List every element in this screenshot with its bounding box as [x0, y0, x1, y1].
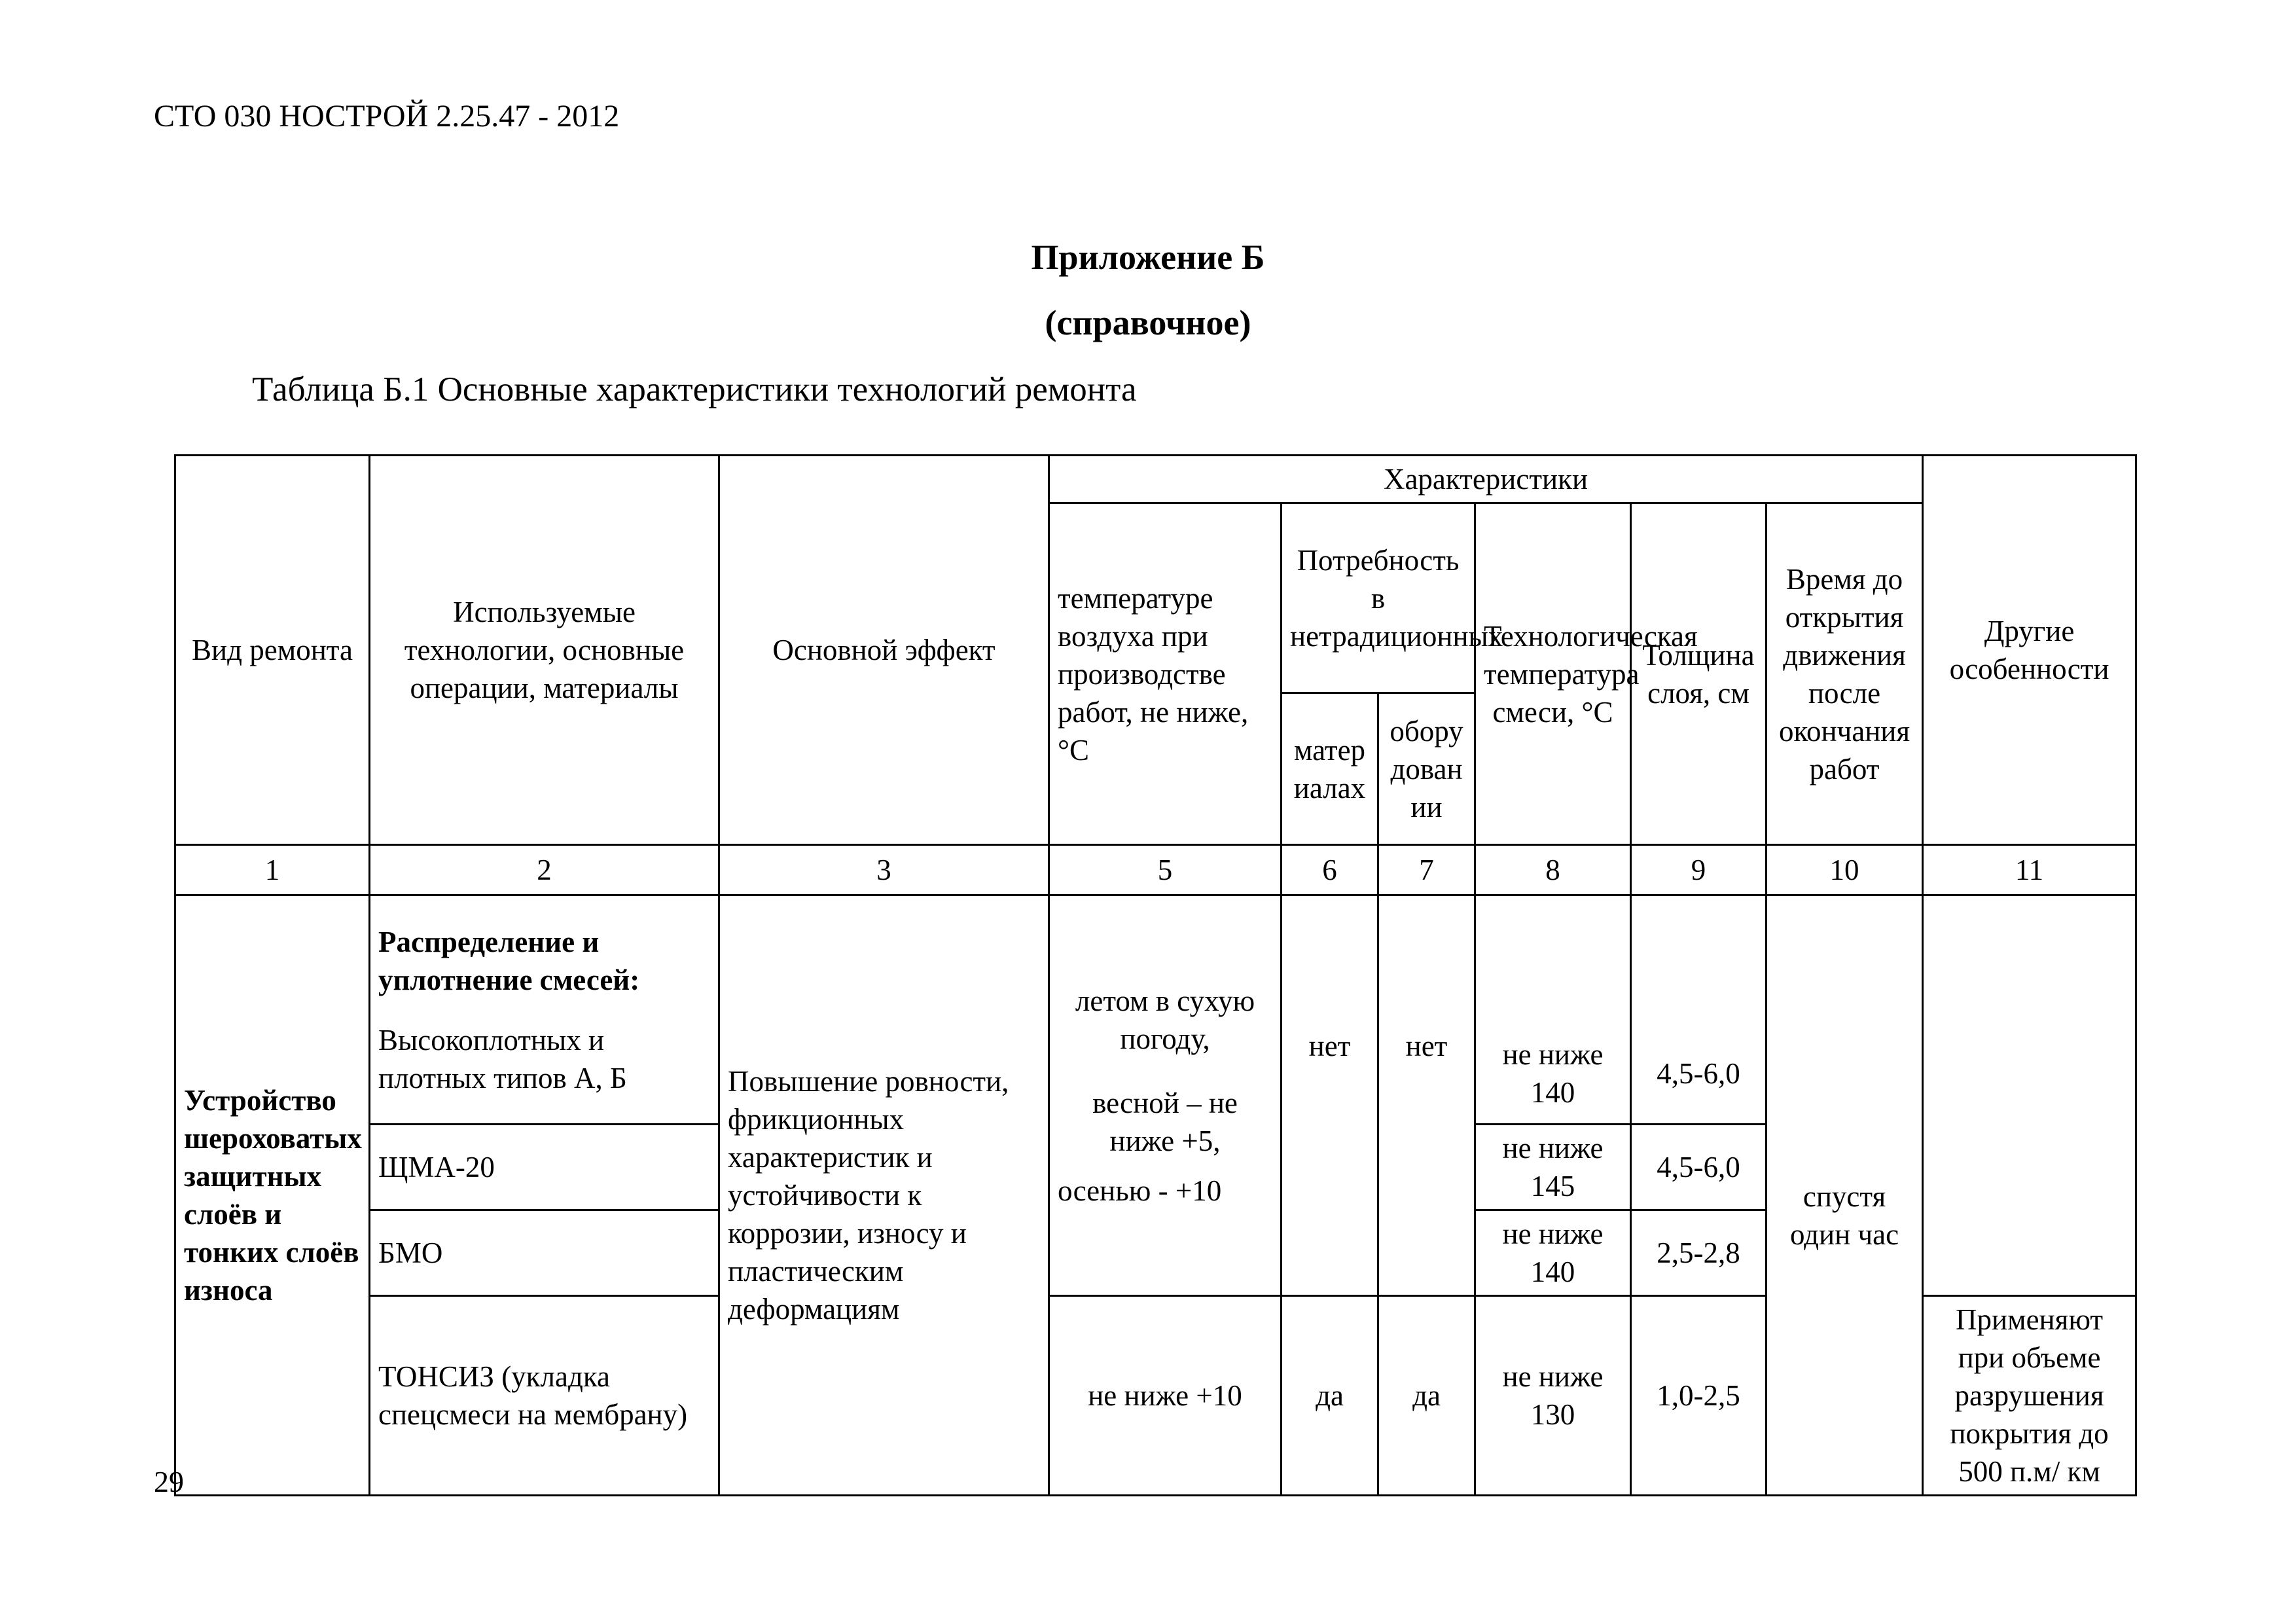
thickness-cell: 2,5-2,8 — [1631, 1210, 1767, 1296]
group-title: Распределение и уплотнение смесей: — [378, 925, 640, 996]
other-cell: Применяют при объеме разрушения покрытия до 500 п.м/ км — [1923, 1296, 2136, 1496]
air-temp-cell: не ниже +10 — [1049, 1296, 1282, 1496]
table-row — [175, 895, 2136, 1125]
appendix-subtitle: (справочное) — [1045, 303, 1251, 342]
column-number-row — [175, 845, 2136, 895]
thickness-cell: 4,5-6,0 — [1631, 895, 1767, 1125]
column-number: 6 — [1282, 845, 1378, 895]
repair-technologies-table — [174, 454, 2137, 1496]
header-materials: материалах — [1282, 693, 1378, 845]
header-other: Другие особенности — [1923, 456, 2136, 845]
air-temp-cell — [1049, 895, 1282, 1296]
temp-autumn: осенью - +10 — [1058, 1174, 1222, 1207]
technology-name: БМО — [370, 1210, 719, 1296]
page-number: 29 — [154, 1465, 184, 1498]
technology-cell — [370, 895, 719, 1125]
repair-type-cell: Устройство шероховатых защитных слоёв и тонких слоёв износа — [175, 895, 370, 1496]
column-number: 5 — [1049, 845, 1282, 895]
technology-name: ЩМА-20 — [370, 1125, 719, 1210]
header-thickness: Толщина слоя, см — [1631, 503, 1767, 845]
column-number: 9 — [1631, 845, 1767, 895]
header-nontraditional: Потребность в нетрадиционных — [1282, 503, 1475, 693]
thickness-cell: 4,5-6,0 — [1631, 1125, 1767, 1210]
materials-cell: нет — [1282, 895, 1378, 1296]
header-effect: Основной эффект — [719, 456, 1049, 845]
column-number: 8 — [1475, 845, 1631, 895]
column-number: 7 — [1378, 845, 1475, 895]
header-repair-type: Вид ремонта — [175, 456, 370, 845]
appendix-title: Приложение Б — [1031, 238, 1265, 277]
equipment-cell: нет — [1378, 895, 1475, 1296]
header-air-temp: температуре воздуха при производстве работ, не ниже, °С — [1049, 503, 1282, 845]
column-number: 2 — [370, 845, 719, 895]
header-mix-temp: Технологическая температура смеси, °С — [1475, 503, 1631, 845]
temp-summer: летом в сухую погоду, — [1075, 984, 1255, 1055]
equipment-cell: да — [1378, 1296, 1475, 1496]
thickness-cell: 1,0-2,5 — [1631, 1296, 1767, 1496]
other-cell-empty — [1923, 895, 2136, 1296]
mix-temp-cell: не ниже 130 — [1475, 1296, 1631, 1496]
column-number: 10 — [1767, 845, 1923, 895]
technology-name: Высокоплотных и плотных типов А, Б — [378, 1023, 627, 1094]
mix-temp-cell: не ниже 140 — [1475, 1210, 1631, 1296]
header-characteristics: Характеристики — [1049, 456, 1923, 503]
materials-cell: да — [1282, 1296, 1378, 1496]
column-number: 11 — [1923, 845, 2136, 895]
column-number: 1 — [175, 845, 370, 895]
mix-temp-cell: не ниже 145 — [1475, 1125, 1631, 1210]
header-technologies: Используемые технологии, основные операции, материалы — [370, 456, 719, 845]
mix-temp-cell: не ниже 140 — [1475, 895, 1631, 1125]
document-code: СТО 030 НОСТРОЙ 2.25.47 - 2012 — [154, 99, 620, 134]
header-equipment: оборудовании — [1378, 693, 1475, 845]
technology-name: ТОНСИЗ (укладка спецсмеси на мембрану) — [370, 1296, 719, 1496]
effect-cell: Повышение ровности, фрикционных характеристик и устойчивости к коррозии, износу и пластическим деформациям — [719, 895, 1049, 1496]
temp-spring: весной – не ниже +5, — [1092, 1086, 1238, 1157]
open-time-cell: спустя один час — [1767, 895, 1923, 1496]
table-caption: Таблица Б.1 Основные характеристики технологий ремонта — [252, 370, 1137, 408]
column-number: 3 — [719, 845, 1049, 895]
header-open-time: Время до открытия движения после окончания работ — [1767, 503, 1923, 845]
